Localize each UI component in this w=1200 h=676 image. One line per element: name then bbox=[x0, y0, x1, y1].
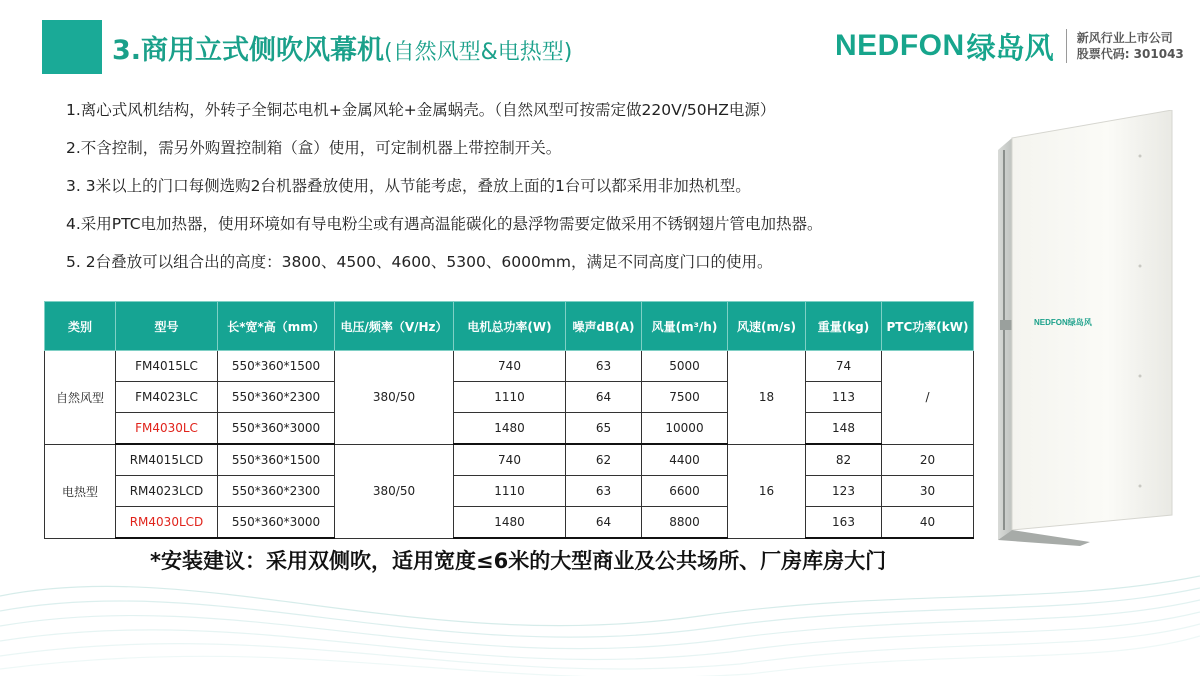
brand-name-cn: 绿岛风 bbox=[966, 30, 1054, 65]
header-voltage: 电压/频率（V/Hz） bbox=[335, 302, 454, 351]
airflow-cell: 4400 bbox=[642, 444, 728, 476]
decorative-waves bbox=[0, 536, 1200, 676]
power-cell: 1110 bbox=[454, 382, 566, 413]
page-title-main: 3.商用立式侧吹风幕机 bbox=[112, 35, 385, 66]
table-row bbox=[45, 444, 974, 476]
table-row bbox=[45, 476, 974, 507]
model-cell: FM4030LC bbox=[116, 413, 218, 445]
airflow-cell: 7500 bbox=[642, 382, 728, 413]
noise-cell: 63 bbox=[566, 351, 642, 382]
ptc-cell: 30 bbox=[882, 476, 974, 507]
feature-item: 2.不含控制，需另外购置控制箱（盒）使用，可定制机器上带控制开关。 bbox=[66, 139, 562, 157]
page-title bbox=[112, 28, 572, 67]
weight-cell: 148 bbox=[806, 413, 882, 445]
page-title-sub: (自然风型&电热型) bbox=[384, 40, 573, 65]
feature-item: 4.采用PTC电加热器，使用环境如有导电粉尘或有遇高温能碳化的悬浮物需要定做采用不锈钢翅片管电加热器。 bbox=[66, 215, 823, 233]
company-line-2: 股票代码: 301043 bbox=[1076, 47, 1184, 61]
power-cell: 740 bbox=[454, 351, 566, 382]
ptc-cell: 20 bbox=[882, 444, 974, 476]
noise-cell: 64 bbox=[566, 382, 642, 413]
noise-cell: 62 bbox=[566, 444, 642, 476]
model-cell: RM4015LCD bbox=[116, 444, 218, 476]
header-speed: 风速(m/s) bbox=[728, 302, 806, 351]
weight-cell: 74 bbox=[806, 351, 882, 382]
company-info bbox=[1077, 30, 1184, 62]
table-row bbox=[45, 382, 974, 413]
model-cell: RM4023LCD bbox=[116, 476, 218, 507]
airflow-cell: 6600 bbox=[642, 476, 728, 507]
feature-item: 1.离心式风机结构，外转子全铜芯电机+金属风轮+金属蜗壳。（自然风型可按需定做220V/50HZ电源） bbox=[66, 101, 776, 119]
header-size: 长*宽*高（mm） bbox=[218, 302, 335, 351]
power-cell: 1480 bbox=[454, 413, 566, 445]
power-cell: 740 bbox=[454, 444, 566, 476]
noise-cell: 63 bbox=[566, 476, 642, 507]
weight-cell: 163 bbox=[806, 507, 882, 539]
header-category: 类别 bbox=[45, 302, 116, 351]
header-noise: 噪声dB(A) bbox=[566, 302, 642, 351]
model-cell: FM4023LC bbox=[116, 382, 218, 413]
model-cell: RM4030LCD bbox=[116, 507, 218, 539]
noise-cell: 64 bbox=[566, 507, 642, 539]
logo-divider bbox=[1066, 29, 1067, 63]
airflow-cell: 8800 bbox=[642, 507, 728, 539]
size-cell: 550*360*1500 bbox=[218, 351, 335, 382]
header-model: 型号 bbox=[116, 302, 218, 351]
category-cell: 自然风型 bbox=[45, 351, 116, 445]
ptc-cell: 40 bbox=[882, 507, 974, 539]
weight-cell: 82 bbox=[806, 444, 882, 476]
feature-item: 5. 2台叠放可以组合出的高度：3800、4500、4600、5300、6000mm，满足不同高度门口的使用。 bbox=[66, 253, 773, 271]
air-curtain-product-image bbox=[990, 110, 1180, 550]
brand-name-en: NEDFON bbox=[835, 29, 965, 62]
weight-cell: 113 bbox=[806, 382, 882, 413]
table-header-row bbox=[45, 302, 974, 351]
feature-item: 3. 3米以上的门口每侧选购2台机器叠放使用，从节能考虑，叠放上面的1台可以都采用非加热机型。 bbox=[66, 177, 751, 195]
power-cell: 1480 bbox=[454, 507, 566, 539]
company-line-1: 新风行业上市公司 bbox=[1076, 31, 1173, 45]
size-cell: 550*360*2300 bbox=[218, 382, 335, 413]
voltage-cell: 380/50 bbox=[335, 351, 454, 445]
size-cell: 550*360*1500 bbox=[218, 444, 335, 476]
size-cell: 550*360*2300 bbox=[218, 476, 335, 507]
company-logo bbox=[835, 26, 1184, 66]
installation-notice: *安装建议：采用双侧吹，适用宽度≤6米的大型商业及公共场所、厂房库房大门 bbox=[150, 549, 887, 573]
table-row bbox=[45, 351, 974, 382]
airflow-cell: 5000 bbox=[642, 351, 728, 382]
speed-cell: 16 bbox=[728, 444, 806, 538]
header-airflow: 风量(m³/h) bbox=[642, 302, 728, 351]
product-label: NEDFON绿岛风 bbox=[1034, 318, 1092, 327]
model-cell: FM4015LC bbox=[116, 351, 218, 382]
header-power: 电机总功率(W) bbox=[454, 302, 566, 351]
airflow-cell: 10000 bbox=[642, 413, 728, 445]
power-cell: 1110 bbox=[454, 476, 566, 507]
header-weight: 重量(kg) bbox=[806, 302, 882, 351]
size-cell: 550*360*3000 bbox=[218, 507, 335, 539]
noise-cell: 65 bbox=[566, 413, 642, 445]
header-ptc: PTC功率(kW) bbox=[882, 302, 974, 351]
table-row bbox=[45, 507, 974, 539]
feature-list bbox=[66, 99, 823, 289]
spec-table bbox=[44, 301, 974, 539]
speed-cell: 18 bbox=[728, 351, 806, 445]
weight-cell: 123 bbox=[806, 476, 882, 507]
ptc-cell: / bbox=[882, 351, 974, 445]
size-cell: 550*360*3000 bbox=[218, 413, 335, 445]
voltage-cell: 380/50 bbox=[335, 444, 454, 538]
title-accent-block bbox=[42, 20, 102, 74]
category-cell: 电热型 bbox=[45, 444, 116, 538]
table-row bbox=[45, 413, 974, 445]
